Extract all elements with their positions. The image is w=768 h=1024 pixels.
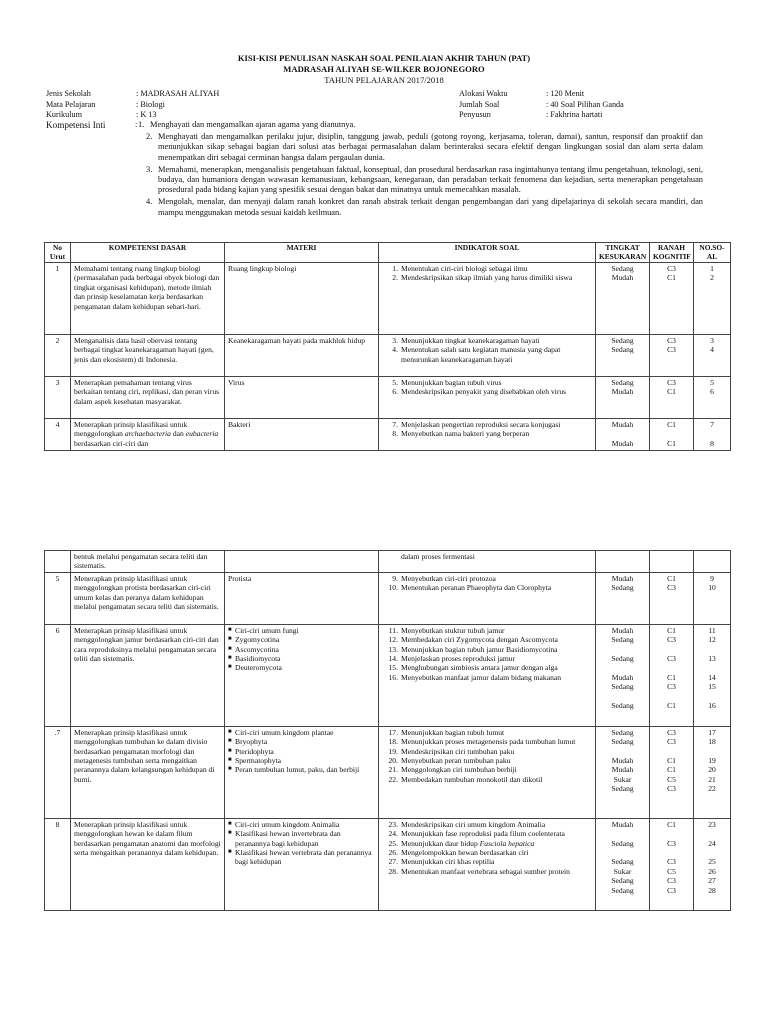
nosoal-value: 11 — [708, 625, 716, 635]
cell-no: 3 — [45, 377, 71, 419]
cell-materi — [225, 551, 379, 573]
tingkat-value: Sedang — [611, 345, 634, 355]
tingkat-value: Mudah — [611, 625, 634, 635]
ranah-value: C1 — [667, 700, 676, 710]
ind-number: 22. — [388, 774, 398, 784]
ind-text: Menyebutkan nama bakteri yang berperan — [401, 429, 530, 439]
ranah-value: C1 — [667, 625, 676, 635]
cell-no — [45, 551, 71, 573]
table-row — [45, 335, 731, 377]
cell-kd: Menerapkan prinsip klasifikasi untuk menggolongkan jamur berdasarkan ciri-ciri dan cara reproduksinya melalui pengamatan secara teliti dan sistematis. — [71, 624, 225, 726]
cell-kd: Memahami tentang ruang lingkup biologi (permasalahan pada berbagai obyek biologi dan tingkat organisasi kehidupan), metode ilmiah dan prinsip keselamatan kerja berdasarkan pengamatan dalam kehidupan sehari-hari. — [71, 263, 225, 335]
cell-ranah — [650, 551, 694, 573]
ranah-value: C1 — [667, 672, 676, 682]
materi-item: Bryophyta — [235, 737, 268, 747]
item-number: 1. — [138, 120, 145, 129]
ranah-value: C3 — [667, 876, 676, 886]
col-header-indikator: INDIKATOR SOAL — [379, 243, 596, 263]
meta-key: Jumlah Soal — [459, 99, 500, 109]
cell-tingkat — [596, 263, 650, 335]
ind-number: 6. — [392, 387, 398, 397]
ind-text: Menunjukkan bagian tubuh virus — [401, 378, 502, 387]
cell-nosoal — [694, 726, 731, 818]
ind-text: Mengelompokkan hewan berdasarkan ciri — [401, 848, 529, 858]
nosoal-value: 26 — [708, 866, 716, 876]
ind-number: 9. — [392, 573, 398, 583]
materi-item: Deuteromycota — [235, 663, 282, 673]
ind-text: Menghubungan simbiosis antara jamur dengan alga — [401, 663, 558, 673]
cell-nosoal — [694, 419, 731, 451]
tingkat-value: Mudah — [611, 573, 634, 583]
ranah-value: C1 — [667, 573, 676, 583]
ind-number: 26. — [388, 848, 398, 858]
cell-tingkat — [596, 335, 650, 377]
ind-number: 14. — [388, 654, 398, 664]
materi-item: Ciri-ciri umum kingdom Animalia — [235, 819, 340, 829]
nosoal-value: 15 — [708, 682, 716, 692]
tingkat-value: Mudah — [611, 420, 634, 429]
tingkat-value: Sedang — [611, 653, 634, 663]
ind-text: Menunjukkan tingkat keanekaragaman hayati — [401, 336, 540, 345]
ranah-value: C1 — [667, 765, 676, 775]
nosoal-value: 27 — [708, 876, 716, 886]
cell-materi: Protista — [225, 572, 379, 624]
cell-indikator — [379, 624, 596, 726]
nosoal-value: 19 — [708, 755, 716, 765]
materi-item: Zygomycotina — [235, 635, 280, 645]
table-row — [45, 818, 731, 910]
ind-number: 3. — [392, 336, 398, 345]
ind-number: 19. — [388, 746, 398, 756]
cell-indikator — [379, 263, 596, 335]
cell-ranah — [650, 818, 694, 910]
nosoal-value: 24 — [708, 838, 716, 848]
kisi-kisi-table-page2 — [44, 550, 731, 911]
materi-item: Peran tumbuhan lumut, paku, dan berbiji — [235, 765, 360, 775]
cell-materi — [225, 726, 379, 818]
cell-tingkat — [596, 572, 650, 624]
nosoal-value: 9 — [710, 573, 714, 583]
meta-value: : 40 Soal Pilihan Ganda — [546, 99, 624, 109]
cell-indikator — [379, 726, 596, 818]
ind-text: Menjelaskan pengertian reproduksi secara konjugasi — [401, 420, 561, 429]
cell-ranah — [650, 377, 694, 419]
cell-no: .7 — [45, 726, 71, 818]
ranah-value: C3 — [667, 653, 676, 663]
ind-number: 12. — [388, 635, 398, 645]
tingkat-value: Sedang — [611, 737, 634, 747]
ind-text: Mendeskripsikan sikap ilmiah yang harus dimiliki siswa — [401, 273, 573, 283]
ranah-value: C3 — [667, 583, 676, 593]
nosoal-value: 12 — [708, 635, 716, 645]
ranah-value: C1 — [667, 819, 676, 829]
ranah-value: C5 — [667, 774, 676, 784]
cell-nosoal — [694, 377, 731, 419]
bullet-icon: ■ — [228, 820, 232, 827]
ranah-value: C3 — [667, 264, 676, 273]
cell-tingkat — [596, 726, 650, 818]
nosoal-value: 6 — [710, 387, 714, 397]
ranah-value: C3 — [667, 857, 676, 867]
cell-indikator — [379, 335, 596, 377]
tingkat-value: Sedang — [611, 336, 634, 345]
meta-key: Mata Pelajaran — [46, 99, 96, 109]
ranah-value: C3 — [667, 336, 676, 345]
cell-nosoal — [694, 335, 731, 377]
cell-materi: Bakteri — [225, 419, 379, 451]
cell-ranah — [650, 624, 694, 726]
tingkat-value: Sedang — [611, 876, 634, 886]
ranah-value: C3 — [667, 727, 676, 737]
kd-italic-text: archaebacteria — [124, 429, 171, 439]
ind-text: Mendeskripsikan ciri tumbuhan paku — [401, 746, 515, 756]
ind-number: 28. — [388, 866, 398, 876]
cell-tingkat — [596, 624, 650, 726]
ind-text: Menentukan ciri-ciri biologi sebagai ilmu — [401, 264, 528, 273]
nosoal-value: 7 — [710, 420, 714, 429]
tingkat-value: Sedang — [611, 635, 634, 645]
ind-number: 16. — [388, 672, 398, 682]
ind-italic-text: Fasciola hepatica — [479, 838, 535, 848]
nosoal-value: 23 — [708, 819, 716, 829]
ind-number: 1. — [392, 264, 398, 273]
ranah-value: C3 — [667, 635, 676, 645]
ind-text: Menunjukkan proses metagenensis pada tumbuhan lumut — [401, 737, 576, 747]
bullet-icon: ■ — [228, 747, 232, 754]
item-text: Memahami, menerapkan, menganalisis pengetahuan faktual, konseptual, dan prosedural berdasarkan rasa ingintahunya tentang ilmu pengetahuan, teknologi, seni, budaya, dan humaniora dengan wawasan kemanusiaan, kebangsaan, kenegaraan, dan peradaban terkait fenomena dan kejadian, serta menerapkan pengetahuan prosedural pada bidang kajian yang spesifik sesuai dengan bakat dan minatnya untuk memecahkan masalah. — [158, 164, 703, 195]
tingkat-value: Mudah — [611, 273, 634, 283]
list-item — [146, 132, 703, 163]
materi-item: Klasifikasi hewan vertebrata dan peranannya bagi kehidupan — [235, 848, 372, 867]
cell-no: 5 — [45, 572, 71, 624]
nosoal-value: 18 — [708, 737, 716, 747]
tingkat-value: Sukar — [613, 774, 632, 784]
ind-number: 15. — [388, 663, 398, 673]
ind-text: Mendeskripsikan ciri umum kingdom Animalia — [401, 819, 546, 829]
kd-text: dan — [170, 429, 186, 439]
bullet-icon: ■ — [228, 645, 232, 652]
kompetensi-inti-list — [138, 120, 703, 220]
ind-number: 10. — [388, 583, 398, 593]
cell-materi — [225, 624, 379, 726]
tingkat-value: Mudah — [611, 438, 634, 448]
bullet-icon: ■ — [228, 636, 232, 643]
cell-indikator — [379, 572, 596, 624]
tingkat-value: Mudah — [611, 387, 634, 397]
ind-text: Menjelaskan proses reproduksi jamur — [401, 654, 516, 664]
ind-text: Menyebutkan manfaat jamur dalam bidang makanan — [401, 672, 562, 682]
cell-kd: Menerapkan pemahaman tentang virus berkaitan tentang ciri, replikasi, dan peran virus dalam aspek kesehatan masyarakat. — [71, 377, 225, 419]
cell-nosoal — [694, 572, 731, 624]
nosoal-value: 5 — [710, 378, 714, 387]
ind-text: Menyebutkan stuktur tubuh jamur — [401, 625, 505, 635]
kompetensi-inti-colon: : — [135, 120, 138, 129]
ind-text — [401, 839, 592, 848]
meta-value: : MADRASAH ALIYAH — [136, 89, 220, 98]
cell-tingkat — [596, 377, 650, 419]
nosoal-value: 2 — [710, 273, 714, 283]
cell-nosoal — [694, 263, 731, 335]
bullet-icon: ■ — [228, 664, 232, 671]
ranah-value: C1 — [667, 273, 676, 283]
meta-key: Kurikulum — [46, 110, 82, 119]
ind-number: 18. — [388, 737, 398, 747]
tingkat-value: Mudah — [611, 672, 634, 682]
cell-ranah — [650, 572, 694, 624]
cell-ranah — [650, 335, 694, 377]
tingkat-value: Sedang — [611, 583, 634, 593]
ind-number: 17. — [388, 727, 398, 737]
item-number: 2. — [146, 132, 153, 142]
tingkat-value: Sedang — [611, 784, 634, 794]
cell-nosoal — [694, 818, 731, 910]
ind-text: dalam proses fermentasi — [401, 552, 475, 561]
ind-number: 8. — [392, 429, 398, 439]
ranah-value: C3 — [667, 784, 676, 794]
ind-text: Membedakan ciri Zygomycota dengan Ascomycota — [401, 635, 558, 645]
meta-value: : 120 Menit — [546, 89, 585, 98]
ind-number: 24. — [388, 829, 398, 839]
cell-indikator — [379, 377, 596, 419]
col-header-no: No Urut — [45, 243, 71, 263]
ind-text: Menyebutkan ciri-ciri protozoa — [401, 573, 496, 583]
kompetensi-inti-label: Kompetensi Inti — [46, 120, 106, 130]
cell-tingkat — [596, 818, 650, 910]
ind-number: 13. — [388, 644, 398, 654]
ind-text: Menentukan salah satu kegiatan manusia yang dapat menurunkan keanekaragaman hayati — [401, 345, 561, 364]
meta-key: Alokasi Waktu — [459, 89, 508, 98]
ranah-value: C1 — [667, 755, 676, 765]
nosoal-value: 22 — [708, 784, 716, 794]
kd-text: Menerapkan prinsip klasifikasi untuk menggolongkan — [74, 420, 188, 439]
nosoal-value: 25 — [708, 857, 716, 867]
ind-text: Menyebutkan peran tumbuhan paku — [401, 756, 511, 766]
doc-title-line2: MADRASAH ALIYAH SE-WILKER BOJONEGORO — [283, 64, 485, 74]
ind-text: Menggolongkan ciri tumbuhan berbiji — [401, 765, 517, 775]
ind-number: 23. — [388, 819, 398, 829]
col-header-nosoal: NO.SO-AL — [694, 243, 731, 263]
cell-tingkat — [596, 551, 650, 573]
table-row — [45, 419, 731, 451]
ind-text: Menunjukkan bagian tubuh jamur Basidiomycotina — [401, 644, 558, 654]
tingkat-value: Mudah — [611, 755, 634, 765]
table-row — [45, 263, 731, 335]
cell-materi — [225, 818, 379, 910]
cell-ranah — [650, 419, 694, 451]
ind-number: 4. — [392, 345, 398, 355]
cell-materi: Ruang lingkup biologi — [225, 263, 379, 335]
materi-item: Spermatophyta — [235, 756, 281, 766]
meta-value: : Biologi — [136, 99, 165, 109]
tingkat-value: Mudah — [611, 819, 634, 829]
ind-text: Membedakan tumbuhan monokotil dan dikotil — [401, 774, 543, 784]
col-header-tingkat: TINGKAT KESUKARAN — [596, 243, 650, 263]
materi-item: Basidiomycota — [235, 654, 281, 664]
ranah-value: C3 — [667, 885, 676, 895]
tingkat-value: Sedang — [611, 378, 634, 387]
nosoal-value: 21 — [708, 774, 716, 784]
nosoal-value: 16 — [708, 700, 716, 710]
cell-no: 8 — [45, 818, 71, 910]
tingkat-value: Sedang — [611, 682, 634, 692]
meta-left — [46, 89, 219, 121]
nosoal-value: 10 — [708, 583, 716, 593]
ind-text: Menentukan peranan Phaeophyta dan Clorophyta — [401, 583, 552, 593]
bullet-icon: ■ — [228, 830, 232, 837]
list-item — [138, 120, 703, 130]
table-row — [45, 377, 731, 419]
meta-right — [459, 89, 624, 121]
ind-number: 2. — [392, 273, 398, 283]
kd-italic-text: eubacteria — [185, 429, 219, 439]
ranah-value: C1 — [667, 420, 676, 429]
ind-number: 27. — [388, 857, 398, 867]
cell-kd: Menerapkan prinsip klasifikasi untuk menggolongkan hewan ke dalam filum berdasarkan pengamatan anatomi dan morfologi serta mengaitkan peranannya dalam kehidupan. — [71, 818, 225, 910]
cell-kd: bentuk melalui pengamatan secara teliti dan sistematis. — [71, 551, 225, 573]
nosoal-value: 28 — [708, 885, 716, 895]
nosoal-value: 8 — [710, 438, 714, 448]
ind-number: 21. — [388, 765, 398, 775]
ind-number: 7. — [392, 420, 398, 429]
tingkat-value: Sedang — [611, 857, 634, 867]
bullet-icon: ■ — [228, 728, 232, 735]
materi-item: Ascomycotina — [235, 644, 279, 654]
cell-kd: Menerapkan prinsip klasifikasi untuk menggolongkan protista berdasarkan ciri-ciri umum kelas dan peranya dalam kehidupan melalui pengamatan secara teliti dan sistematis. — [71, 572, 225, 624]
ind-text: Menunjukkan ciri khas reptilia — [401, 857, 495, 867]
materi-item: Pteridophyta — [235, 746, 274, 756]
meta-value: : K 13 — [136, 110, 157, 119]
ranah-value: C1 — [667, 387, 676, 397]
kisi-kisi-table-page1 — [44, 242, 731, 451]
ranah-value: C5 — [667, 866, 676, 876]
ranah-value: C3 — [667, 682, 676, 692]
table-header-row — [45, 243, 731, 263]
cell-no: 6 — [45, 624, 71, 726]
cell-nosoal — [694, 624, 731, 726]
ind-number: 5. — [392, 378, 398, 387]
nosoal-value: 1 — [710, 264, 714, 273]
doc-title-line3: TAHUN PELAJARAN 2017/2018 — [324, 75, 444, 85]
ind-text: Menunjukkan bagian tubuh lumut — [401, 727, 505, 737]
ranah-value: C3 — [667, 345, 676, 355]
tingkat-value: Sedang — [611, 264, 634, 273]
nosoal-value: 14 — [708, 672, 716, 682]
cell-no: 1 — [45, 263, 71, 335]
tingkat-value: Sukar — [613, 866, 632, 876]
table-row — [45, 624, 731, 726]
kd-text: berdasarkan ciri-ciri dan — [74, 438, 149, 448]
cell-indikator — [379, 419, 596, 451]
cell-nosoal — [694, 551, 731, 573]
bullet-icon: ■ — [228, 757, 232, 764]
cell-kd: Menganalisis data hasil obervasi tentang berbagai tingkat keanekaragaman hayati (gen, jenis dan ekosistem) di Indonesia. — [71, 335, 225, 377]
table-row — [45, 726, 731, 818]
ranah-value: C3 — [667, 737, 676, 747]
bullet-icon: ■ — [228, 849, 232, 856]
cell-kd — [71, 419, 225, 451]
bullet-icon: ■ — [228, 655, 232, 662]
meta-value: : Fakhrina hartati — [546, 110, 603, 119]
bullet-icon: ■ — [228, 626, 232, 633]
nosoal-value: 4 — [710, 345, 714, 355]
cell-ranah — [650, 726, 694, 818]
col-header-materi: MATERI — [225, 243, 379, 263]
ind-number: 25. — [388, 838, 398, 848]
ind-text: Mendeskripsikan penyakit yang disebabkan oleh virus — [401, 387, 567, 397]
cell-indikator — [379, 551, 596, 573]
list-item — [146, 165, 703, 196]
col-header-ranah: RANAH KOGNITIF — [650, 243, 694, 263]
meta-key: Penyusun — [459, 110, 491, 119]
cell-indikator — [379, 818, 596, 910]
ind-text: Menunjukkan fase reproduksi pada filum coelenterata — [401, 829, 565, 839]
list-item — [146, 197, 703, 217]
nosoal-value: 3 — [710, 336, 714, 345]
tingkat-value: Sedang — [611, 700, 634, 710]
materi-item: Ciri-ciri umum fungi — [235, 625, 299, 635]
ind-text-part: Menunjukkan daur hidup — [401, 838, 480, 848]
item-number: 4. — [146, 197, 153, 207]
nosoal-value: 13 — [708, 653, 716, 663]
item-text: Menghayati dan mengamalkan perilaku jujur, disiplin, tanggung jawab, peduli (gotong royong, kerjasama, toleran, damai), santun, responsif dan proaktif dan menunjukkan sikap sebagai bagian dari solusi atas berbagai permasalahan dalam berinteraksi secara efektif dengan lingkungan sosial dan alam serta dalam menempatkan diri sebagai cerminan bangsa dalam pergaulan dunia. — [158, 132, 703, 162]
tingkat-value: Mudah — [611, 765, 634, 775]
materi-item: Ciri-ciri umum kingdom plantae — [235, 727, 334, 737]
cell-materi: Keanekaragaman hayati pada makhluk hidup — [225, 335, 379, 377]
ind-number: 11. — [388, 625, 398, 635]
table-row — [45, 572, 731, 624]
ranah-value: C1 — [667, 438, 676, 448]
tingkat-value: Sedang — [611, 885, 634, 895]
ranah-value: C3 — [667, 378, 676, 387]
meta-key: Jenis Sekolah — [46, 89, 91, 98]
cell-kd: Menerapkan prinsip klasifikasi untuk menggolongkan tumbuhan ke dalam divisio berdasarkan pengamatan morfologi dan metagenesis tumbuhan serta mengaitkan peranannya dalam kelangsungan kehidupan di bumi. — [71, 726, 225, 818]
tingkat-value: Sedang — [611, 727, 634, 737]
nosoal-value: 20 — [708, 765, 716, 775]
cell-ranah — [650, 263, 694, 335]
item-text: Menghayati dan mengamalkan ajaran agama yang dianutnya. — [150, 120, 356, 129]
col-header-kd: KOMPETENSI DASAR — [71, 243, 225, 263]
item-text: Mengolah, menalar, dan menyaji dalam ranah konkret dan ranah abstrak terkait dengan pengembangan dari yang dipelajarinya di sekolah secara mandiri, dan mampu menggunakan metoda sesuai kaidah keilmuan. — [158, 197, 703, 217]
ranah-value: C3 — [667, 838, 676, 848]
bullet-icon: ■ — [228, 766, 232, 773]
ind-text: Menentukan manfaat vertebrata sebagai sumber protein — [401, 866, 570, 876]
item-number: 3. — [146, 164, 153, 174]
nosoal-value: 17 — [708, 727, 716, 737]
cell-no: 2 — [45, 335, 71, 377]
materi-item: Klasifikasi hewan invertebrata dan peranannya bagi kehidupan — [235, 829, 341, 848]
table-row — [45, 551, 731, 573]
cell-no: 4 — [45, 419, 71, 451]
tingkat-value: Sedang — [611, 838, 634, 848]
doc-title-line1: KISI-KISI PENULISAN NASKAH SOAL PENILAIAN AKHIR TAHUN (PAT) — [237, 53, 531, 63]
cell-tingkat — [596, 419, 650, 451]
ind-number: 20. — [388, 756, 398, 766]
cell-materi: Virus — [225, 377, 379, 419]
bullet-icon: ■ — [228, 738, 232, 745]
